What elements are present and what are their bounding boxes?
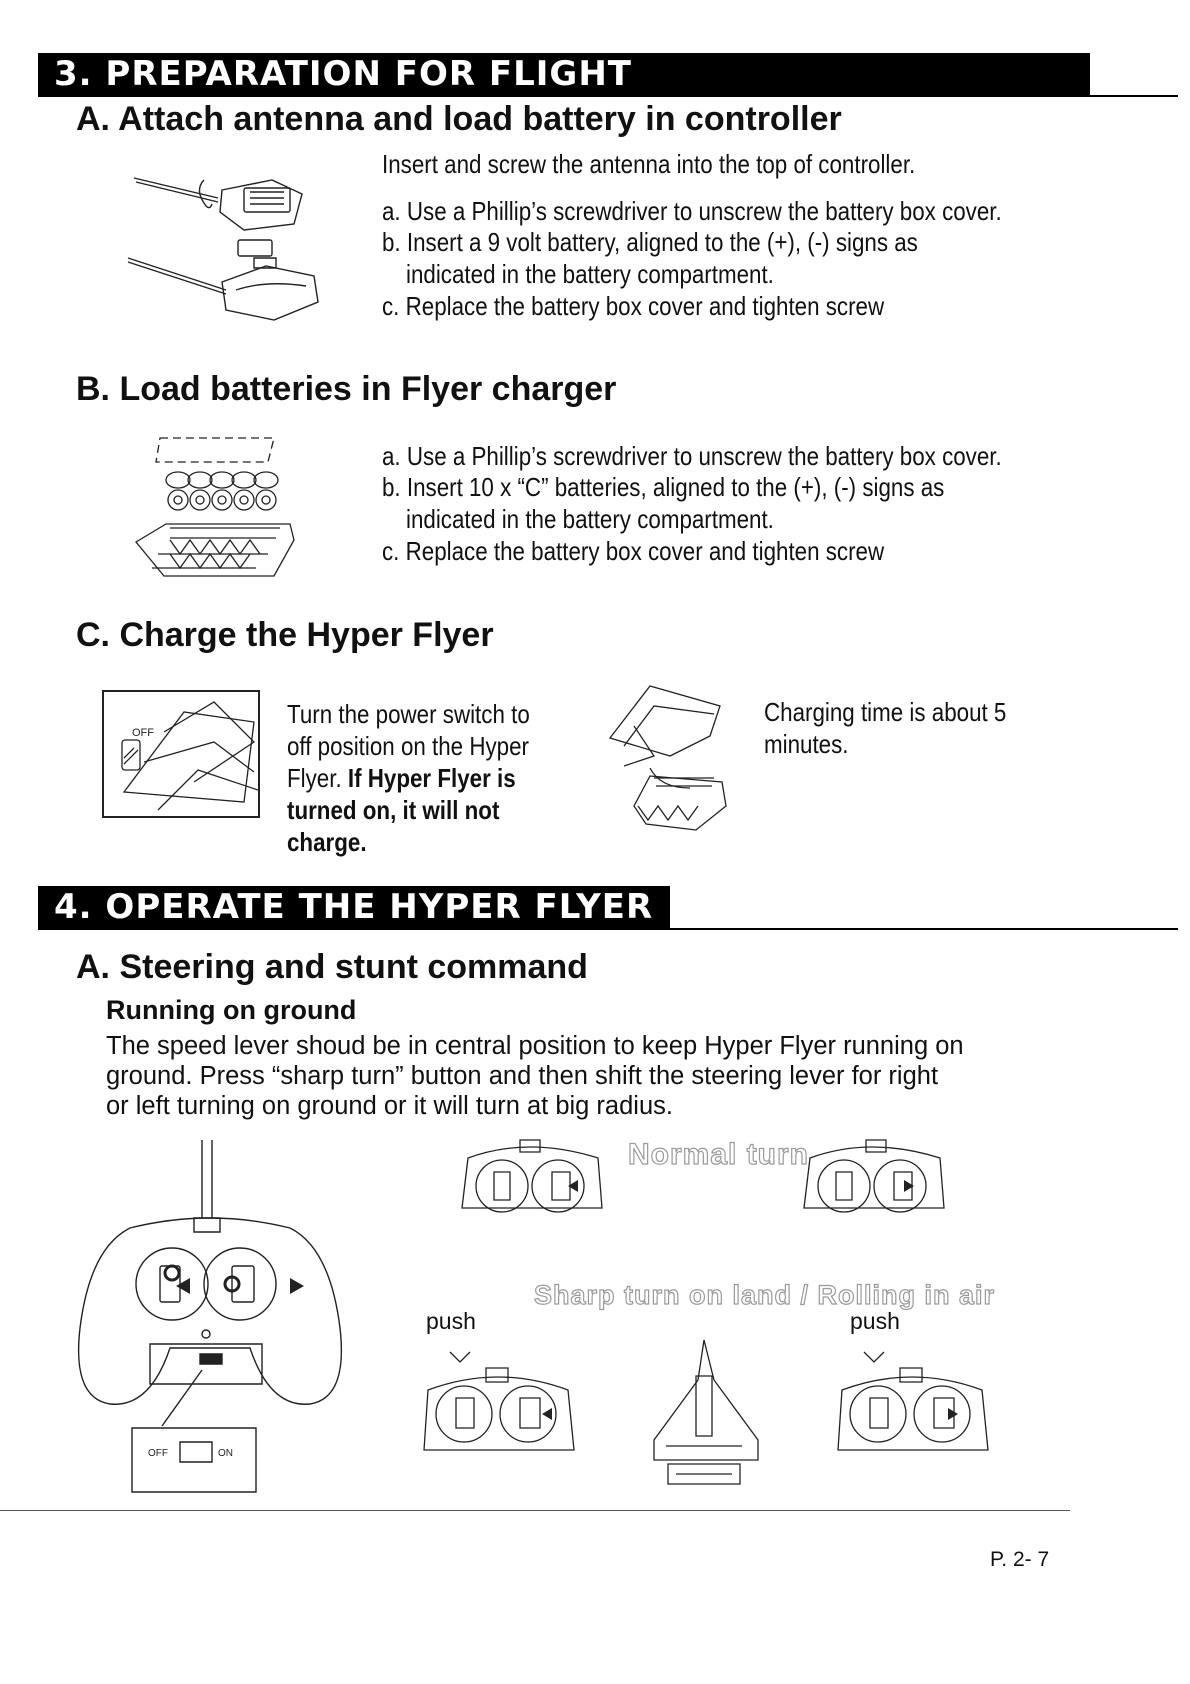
section-3b-step-b: b. Insert 10 x “C” batteries, aligned to the (+), (-) signs as [382,472,945,502]
footer-rule [0,1510,1070,1511]
section-3a-step-a: a. Use a Phillip’s screwdriver to unscrew the battery box cover. [382,196,1002,226]
charge-warning-line-2: charge. [287,827,367,857]
charge-left-line-3 [287,762,516,795]
section-3b-heading: B. Load batteries in Flyer charger [76,370,617,408]
charge-left-line-2: off position on the Hyper [287,731,529,761]
flyer-rolling-illustration [646,1336,762,1492]
section-4-header-bar [38,886,1178,930]
steering-paragraph-line-2: ground. Press “sharp turn” button and then shift the steering lever for right [106,1062,939,1090]
flyer-switch-drawing [104,692,258,816]
steering-paragraph-line-1: The speed lever shoud be in central position to keep Hyper Flyer running on [106,1032,964,1060]
sharp-turn-label: Sharp turn on land / Rolling in air [534,1280,996,1310]
steering-paragraph-line-3: or left turning on ground or it will turn at big radius. [106,1092,673,1120]
section-4-title: 4. OPERATE THE HYPER FLYER [54,887,654,927]
antenna-controller-illustration [126,160,326,335]
normal-turn-left-controller [460,1128,610,1228]
controller-switch-off-label: OFF [148,1448,168,1459]
section-3a-intro: Insert and screw the antenna into the top of controller. [382,149,916,179]
sharp-turn-left-controller [420,1340,580,1460]
power-switch-illustration [102,690,260,818]
section-3c-heading: C. Charge the Hyper Flyer [76,616,494,654]
charging-time-line-2: minutes. [764,729,849,759]
section-3a-heading: A. Attach antenna and load battery in controller [76,100,842,138]
controller-illustration [90,1138,350,1478]
section-3-header-bar [38,53,1178,97]
charging-time-line-1: Charging time is about 5 [764,697,1007,727]
section-3b-step-b-cont: indicated in the battery compartment. [406,504,774,534]
running-on-ground-subheading: Running on ground [106,995,357,1025]
controller-switch-on-label: ON [218,1448,233,1459]
section-3a-step-b: b. Insert a 9 volt battery, aligned to the (+), (-) signs as [382,227,918,257]
charge-left-line-1: Turn the power switch to [287,699,530,729]
push-left-label: push [426,1308,476,1334]
normal-turn-right-controller [802,1128,952,1228]
flyer-charging-illustration [604,676,734,836]
section-3b-step-c: c. Replace the battery box cover and tighten screw [382,536,885,566]
charge-left-line-3-bold: If Hyper Flyer is [347,763,516,793]
charge-left-line-3-plain: Flyer. [287,763,348,793]
page-number: P. 2- 7 [990,1548,1050,1571]
switch-off-label: OFF [132,727,154,739]
section-3a-step-c: c. Replace the battery box cover and tighten screw [382,291,885,321]
section-4a-heading: A. Steering and stunt command [76,948,588,986]
push-right-label: push [850,1308,900,1334]
section-3a-step-b-cont: indicated in the battery compartment. [406,259,774,289]
sharp-turn-right-controller [834,1340,994,1460]
charger-batteries-illustration [130,430,300,590]
charge-warning-line-1: turned on, it will not [287,795,500,825]
section-3-title: 3. PREPARATION FOR FLIGHT [54,54,632,94]
section-3b-step-a: a. Use a Phillip’s screwdriver to unscrew the battery box cover. [382,441,1002,471]
normal-turn-label: Normal turn [628,1138,810,1171]
